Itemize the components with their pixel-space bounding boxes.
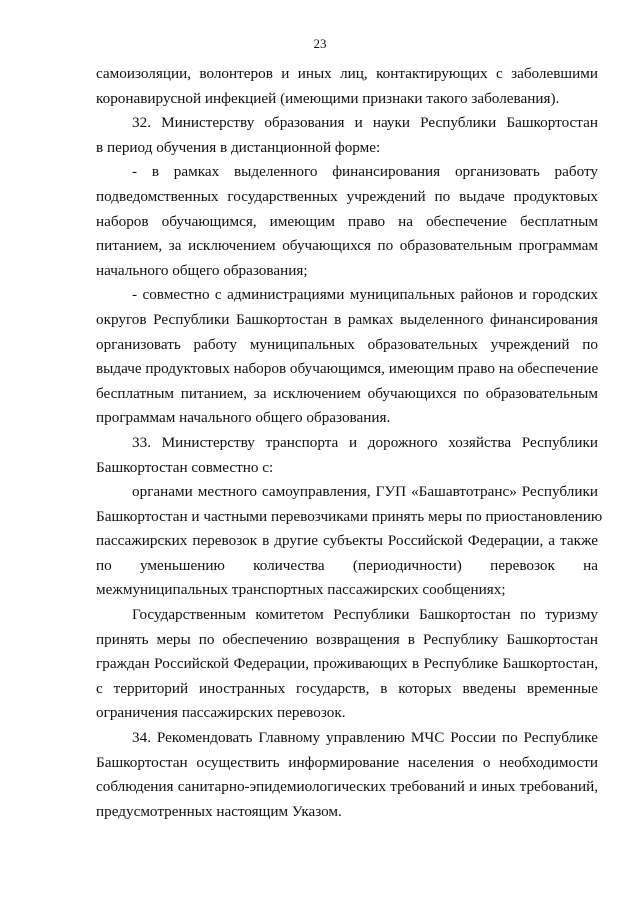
text-line: организовать работу муниципальных образовательных учреждений по bbox=[96, 335, 598, 353]
text-line: 33. Министерству транспорта и дорожного хозяйства Республики bbox=[132, 433, 598, 451]
document-body bbox=[96, 62, 603, 824]
text-line: подведомственных государственных учреждений по выдаче продуктовых bbox=[96, 187, 598, 205]
text-line: ограничения пассажирских перевозок. bbox=[96, 704, 346, 722]
text-line: коронавирусной инфекцией (имеющими признаки такого заболевания). bbox=[96, 89, 560, 107]
text-line: 32. Министерству образования и науки Республики Башкортостан bbox=[132, 114, 598, 132]
text-line: с территорий иностранных государств, в которых введены временные bbox=[96, 679, 598, 697]
text-line: межмуниципальных транспортных пассажирских сообщениях; bbox=[96, 581, 506, 599]
text-line: граждан Российской Федерации, проживающих в Республике Башкортостан, bbox=[96, 655, 598, 673]
text-line: в период обучения в дистанционной форме: bbox=[96, 138, 381, 156]
text-line: Башкортостан осуществить информирование населения о необходимости bbox=[96, 753, 598, 771]
text-line: начального общего образования; bbox=[96, 261, 308, 279]
text-line: по уменьшению количества (периодичности) перевозок на bbox=[96, 556, 598, 574]
text-line: органами местного самоуправления, ГУП «Башавтотранс» Республики bbox=[132, 483, 598, 501]
text-line: программам начального общего образования. bbox=[96, 409, 391, 427]
text-line: 34. Рекомендовать Главному управлению МЧС России по Республике bbox=[132, 729, 598, 747]
text-line: Башкортостан совместно с: bbox=[96, 458, 274, 476]
text-line: бесплатным питанием, за исключением обучающихся по образовательным bbox=[96, 384, 598, 402]
text-line: соблюдения санитарно-эпидемиологических требований и иных требований, bbox=[96, 778, 598, 796]
text-line: Башкортостан и частными перевозчиками принять меры по приостановлению bbox=[96, 507, 603, 525]
text-line: выдаче продуктовых наборов обучающимся, имеющим право на обеспечение bbox=[96, 360, 599, 378]
text-line: самоизоляции, волонтеров и иных лиц, контактирующих с заболевшими bbox=[96, 65, 598, 82]
text-line: - совместно с администрациями муниципальных районов и городских bbox=[132, 286, 598, 304]
text-line: предусмотренных настоящим Указом. bbox=[96, 802, 342, 820]
text-line: - в рамках выделенного финансирования организовать работу bbox=[132, 163, 598, 181]
text-line: наборов обучающимся, имеющим право на обеспечение бесплатным bbox=[96, 212, 598, 230]
text-line: округов Республики Башкортостан в рамках выделенного финансирования bbox=[96, 310, 598, 328]
text-line: питанием, за исключением обучающихся по образовательным программам bbox=[96, 237, 598, 255]
text-line: Государственным комитетом Республики Башкортостан по туризму bbox=[132, 606, 598, 624]
text-line: пассажирских перевозок в другие субъекты Российской Федерации, а также bbox=[96, 532, 598, 550]
page-number: 23 bbox=[313, 36, 327, 51]
text-line: принять меры по обеспечению возвращения в Республику Башкортостан bbox=[96, 630, 598, 648]
